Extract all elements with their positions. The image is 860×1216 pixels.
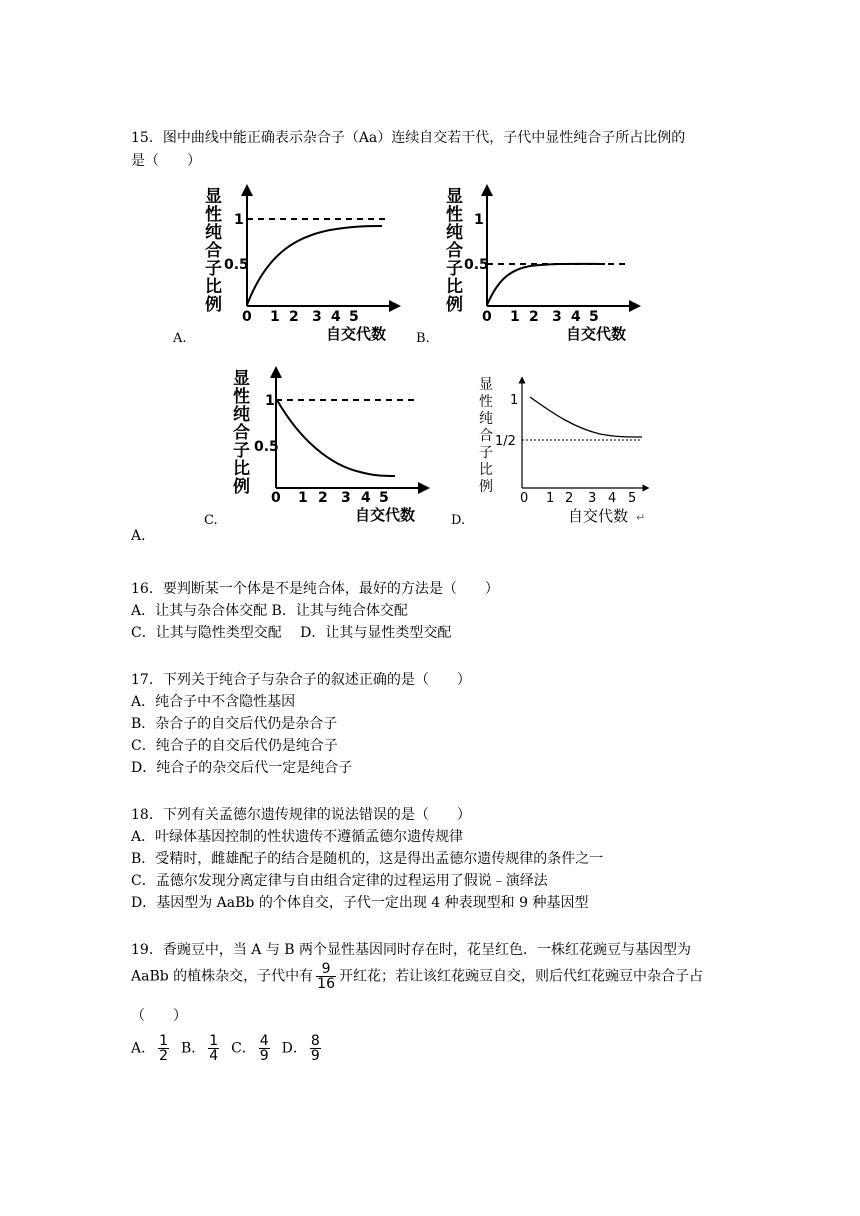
ylabel-char: 比 (205, 277, 222, 297)
xtick: 2 (289, 309, 299, 325)
q18-option-b: B．受精时，雌雄配子的结合是随机的，这是得出孟德尔遗传规律的条件之一 (131, 851, 604, 867)
ylabel-char: 显 (233, 369, 250, 389)
xtick: 2 (318, 490, 328, 506)
ylabel-char: 例 (205, 295, 222, 315)
xtick: 2 (529, 309, 539, 325)
graph-d (451, 377, 646, 528)
q15-stem-line2: 是（ ） (131, 153, 201, 169)
q17-option-a: A．纯合子中不含隐性基因 (131, 694, 296, 710)
xlabel: 自交代数 (326, 325, 387, 343)
curve (487, 264, 605, 305)
ylabel-char: 合 (446, 241, 463, 261)
xtick: 0 (482, 309, 492, 325)
ylabel-char: 比 (233, 459, 250, 479)
q19-option-d-label: D． (281, 1040, 307, 1057)
q17-option-c: C．纯合子的自交后代仍是纯合子 (131, 738, 338, 754)
fraction-c (259, 1034, 270, 1063)
ylabel-char: 比 (479, 462, 493, 478)
q17-option-d: D．纯合子的杂交后代一定是纯合子 (131, 760, 353, 776)
q18-stem: 18．下列有关孟德尔遗传规律的说法错误的是（ ） (131, 807, 471, 823)
ylabel-char: 子 (233, 441, 250, 461)
ytick-1: 1 (474, 212, 484, 228)
xtick: 0 (271, 490, 281, 506)
q15-figure (0, 178, 860, 538)
xtick: 3 (588, 491, 597, 506)
xtick: 1 (270, 309, 280, 325)
curve (247, 226, 382, 305)
option-letter: D. (451, 513, 466, 528)
q17-option-b: B．杂合子的自交后代仍是杂合子 (131, 716, 338, 732)
graph-b (416, 187, 635, 346)
ylabel-char: 性 (446, 205, 463, 225)
fraction-denominator: 9 (259, 1048, 269, 1064)
xtick: 4 (331, 309, 341, 325)
q19-option-a-label: A． (131, 1040, 156, 1057)
graph-a (172, 187, 395, 346)
q18-option-d: D．基因型为 AaBb 的个体自交，子代一定出现 4 种表现型和 9 种基因型 (131, 895, 589, 911)
xtick: 5 (628, 491, 637, 506)
ylabel-char: 子 (479, 445, 493, 461)
ylabel-char: 纯 (205, 223, 222, 243)
q19-line3: （ ） (131, 1008, 187, 1024)
xtick: 4 (571, 309, 581, 325)
fraction-numerator: 4 (259, 1033, 269, 1049)
ytick-half: 1/2 (495, 434, 516, 449)
ylabel-char: 显 (205, 187, 222, 207)
ylabel-char: 例 (446, 295, 463, 315)
q19-option-b-label: B． (180, 1040, 206, 1057)
xtick: 5 (349, 309, 359, 325)
fraction-denominator: 2 (159, 1048, 169, 1064)
ytick-1: 1 (234, 212, 244, 228)
xtick: 0 (520, 491, 529, 506)
xtick: 3 (341, 490, 351, 506)
option-letter: B. (416, 331, 430, 346)
option-letter: A. (173, 331, 187, 346)
fraction-a (158, 1034, 169, 1063)
ytick-05: 0.5 (224, 257, 249, 273)
ylabel-char: 比 (446, 277, 463, 297)
fraction-numerator: 1 (209, 1033, 219, 1049)
return-mark: ↵ (636, 511, 646, 524)
xlabel: 自交代数 (568, 507, 629, 525)
xtick: 1 (510, 309, 520, 325)
q15-stem-line1: 15．图中曲线中能正确表示杂合子（Aa）连续自交若干代，子代中显性纯合子所占比例的 (131, 130, 686, 146)
xtick: 3 (312, 309, 322, 325)
fraction-denominator: 4 (209, 1048, 219, 1064)
ylabel-char: 合 (233, 423, 250, 443)
ylabel-char: 合 (479, 428, 493, 444)
q19-line2 (131, 962, 703, 991)
ytick-05: 0.5 (254, 439, 279, 455)
q19-line2-post: 开红花；若让该红花豌豆自交，则后代红花豌豆中杂合子占 (339, 968, 703, 985)
ylabel-char: 性 (233, 387, 250, 407)
option-letter: C. (204, 513, 218, 528)
q18-option-a: A．叶绿体基因控制的性状遗传不遵循孟德尔遗传规律 (131, 829, 464, 845)
q17-stem: 17．下列关于纯合子与杂合子的叙述正确的是（ ） (131, 672, 471, 688)
q19-options (131, 1034, 324, 1063)
fraction-numerator: 8 (310, 1033, 320, 1049)
q15-answer: A． (131, 528, 156, 544)
q18-option-c: C．孟德尔发现分离定律与自由组合定律的过程运用了假说﹣演绎法 (131, 873, 548, 889)
fraction-numerator: 1 (159, 1033, 169, 1049)
xtick: 5 (589, 309, 599, 325)
xtick: 4 (608, 491, 617, 506)
fraction-numerator: 9 (316, 962, 336, 977)
xtick: 1 (546, 491, 555, 506)
xtick: 0 (242, 309, 252, 325)
q19-line2-pre: AaBb 的植株杂交，子代中有 (131, 968, 314, 985)
ylabel-char: 纯 (446, 223, 463, 243)
xlabel: 自交代数 (355, 506, 416, 524)
ylabel-char: 子 (205, 259, 222, 279)
fraction-d (310, 1034, 321, 1063)
ylabel-char: 合 (205, 241, 222, 261)
curve (277, 400, 395, 476)
graph-c (204, 369, 424, 528)
xlabel: 自交代数 (566, 325, 627, 343)
ytick-1: 1 (510, 393, 519, 408)
ylabel-char: 显 (446, 187, 463, 207)
ylabel-char: 纯 (233, 405, 250, 425)
q19-option-c-label: C． (231, 1040, 256, 1057)
ylabel-char: 纯 (479, 411, 493, 427)
ylabel-char: 性 (205, 205, 222, 225)
ylabel-char: 显 (479, 377, 493, 393)
ylabel-char: 例 (233, 477, 250, 497)
xtick: 2 (565, 491, 574, 506)
ytick-05: 0.5 (464, 257, 489, 273)
fraction-b (208, 1034, 219, 1063)
ytick-1: 1 (265, 393, 275, 409)
xtick: 1 (298, 490, 308, 506)
ylabel-char: 子 (446, 259, 463, 279)
ylabel-char: 例 (479, 479, 493, 495)
xtick: 4 (361, 490, 371, 506)
q16-options-line1: A．让其与杂合体交配 B．让其与纯合体交配 (131, 603, 408, 619)
fraction-denominator: 9 (310, 1048, 320, 1064)
q19-line1: 19．香豌豆中，当 A 与 B 两个显性基因同时存在时，花呈红色．一株红花豌豆与基因型为 (131, 942, 692, 958)
ylabel-char: 性 (479, 394, 493, 410)
fraction-9-16 (316, 962, 336, 991)
xtick: 5 (379, 490, 389, 506)
curve (530, 397, 642, 437)
q16-stem: 16．要判断某一个体是不是纯合体，最好的方法是（ ） (131, 581, 499, 597)
fraction-denominator: 16 (317, 976, 335, 992)
xtick: 3 (552, 309, 562, 325)
q16-options-line2: C．让其与隐性类型交配 D．让其与显性类型交配 (131, 625, 452, 641)
